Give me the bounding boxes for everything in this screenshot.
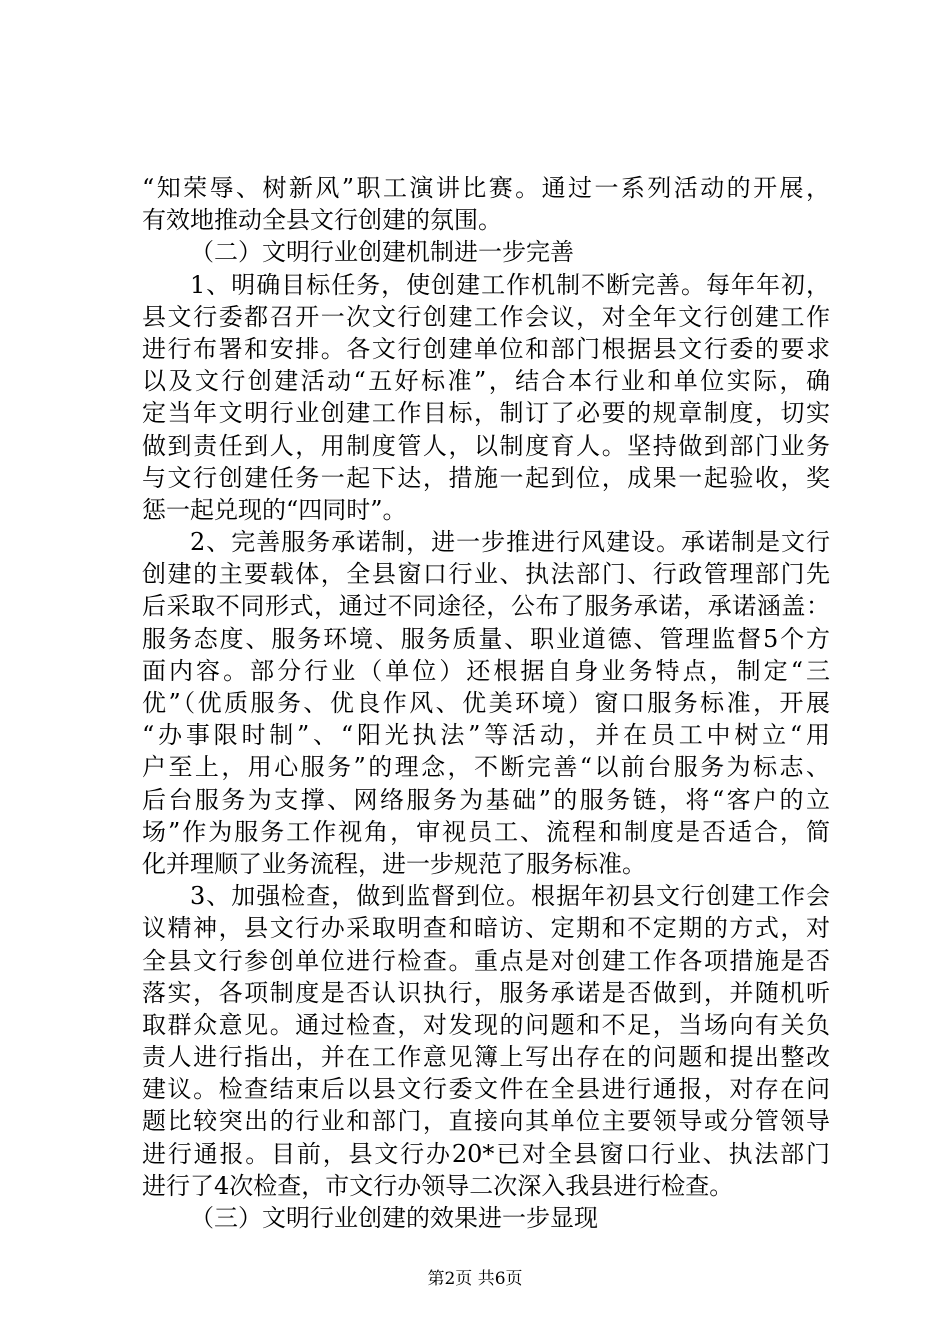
text-line: “知荣辱、树新风”职工演讲比赛。通过一系列活动的开展， — [142, 174, 830, 202]
text-line: 建议。检查结束后以县文行委文件在全县进行通报，对存在问 — [142, 1075, 830, 1104]
text-line: 惩一起兑现的“四同时”。 — [142, 495, 407, 524]
body-text — [142, 172, 830, 1234]
text-line: 创建的主要载体，全县窗口行业、执法部门、行政管理部门先 — [142, 560, 830, 589]
text-line: 责人进行指出，并在工作意见簿上写出存在的问题和提出整改 — [142, 1043, 830, 1072]
text-line: 后采取不同形式，通过不同途径，公布了服务承诺，承诺涵盖： — [142, 592, 830, 621]
text-line: 全县文行参创单位进行检查。重点是对创建工作各项措施是否 — [142, 946, 830, 975]
text-line: 有效地推动全县文行创建的氛围。 — [142, 206, 502, 235]
text-line: 议精神，县文行办采取明查和暗访、定期和不定期的方式，对 — [142, 914, 830, 943]
text-line: 取群众意见。通过检查，对发现的问题和不足，当场向有关负 — [142, 1010, 830, 1039]
text-line: 做到责任到人，用制度管人，以制度育人。坚持做到部门业务 — [142, 431, 830, 460]
text-line: 场”作为服务工作视角，审视员工、流程和制度是否适合，简 — [142, 817, 830, 846]
text-line: 服务态度、服务环境、服务质量、职业道德、管理监督5个方 — [142, 624, 830, 653]
text-line: “办事限时制”、“阳光执法”等活动，并在员工中树立“用 — [142, 721, 830, 750]
text-line: 县文行委都召开一次文行创建工作会议，对全年文行创建工作 — [142, 302, 830, 331]
text-line: （二）文明行业创建机制进一步完善 — [190, 238, 574, 267]
text-line: （三）文明行业创建的效果进一步显现 — [190, 1204, 598, 1232]
text-line: 户至上，用心服务”的理念，不断完善“以前台服务为标志、 — [142, 753, 830, 782]
text-line: 后台服务为支撑、网络服务为基础”的服务链，将“客户的立 — [142, 785, 830, 814]
text-line: 以及文行创建活动“五好标准”，结合本行业和单位实际，确 — [142, 367, 830, 396]
text-line: 题比较突出的行业和部门，直接向其单位主要领导或分管领导 — [142, 1107, 830, 1136]
text-line: 进行了4次检查，市文行办领导二次深入我县进行检查。 — [142, 1171, 734, 1200]
text-line: 落实，各项制度是否认识执行，服务承诺是否做到，并随机听 — [142, 978, 830, 1007]
text-line: 化并理顺了业务流程，进一步规范了服务标准。 — [142, 849, 646, 878]
text-line: 进行通报。目前，县文行办20*已对全县窗口行业、执法部门 — [142, 1139, 830, 1168]
text-line: 面内容。部分行业（单位）还根据自身业务特点，制定“三 — [142, 656, 830, 685]
text-line: 优”（优质服务、优良作风、优美环境）窗口服务标准，开展 — [142, 689, 830, 717]
text-line: 定当年文明行业创建工作目标，制订了必要的规章制度，切实 — [142, 399, 830, 428]
page-footer: 第2页 共6页 — [427, 1269, 523, 1289]
text-line: 3、加强检查，做到监督到位。根据年初县文行创建工作会 — [190, 882, 830, 911]
text-line: 2、完善服务承诺制，进一步推进行风建设。承诺制是文行 — [190, 528, 830, 557]
text-line: 与文行创建任务一起下达，措施一起到位，成果一起验收，奖 — [142, 463, 830, 492]
text-line: 1、明确目标任务，使创建工作机制不断完善。每年年初， — [190, 270, 830, 299]
text-line: 进行布署和安排。各文行创建单位和部门根据县文行委的要求 — [142, 334, 830, 363]
